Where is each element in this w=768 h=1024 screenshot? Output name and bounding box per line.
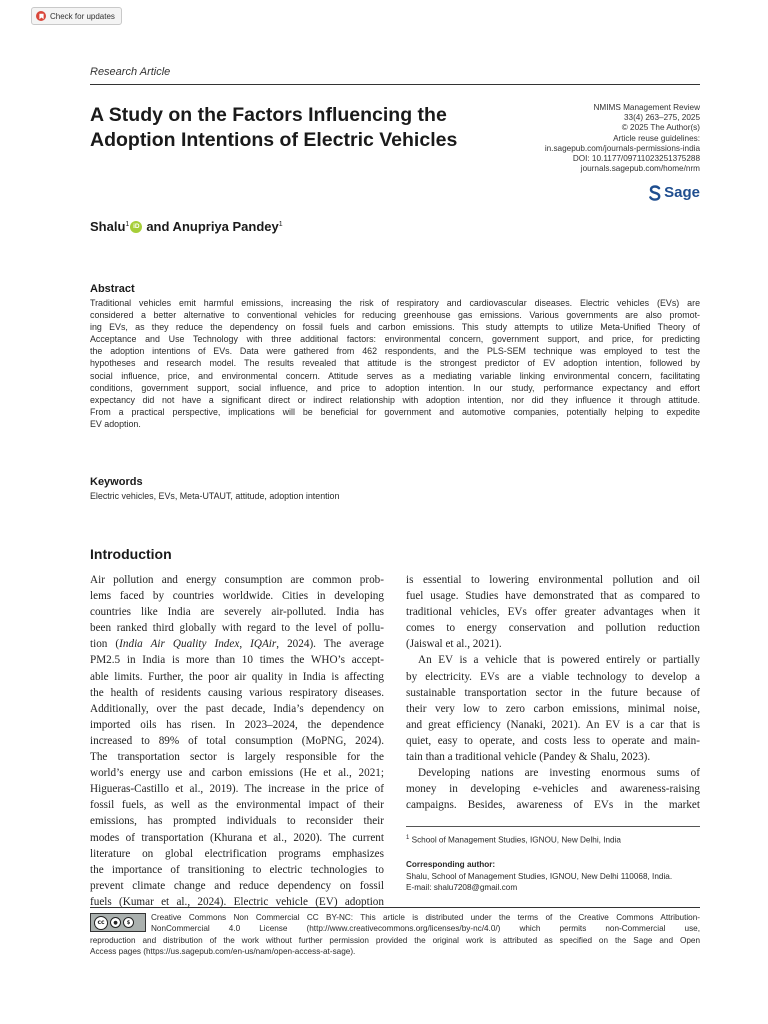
- abstract-line: the adoption intentions of EVs. Data were gathered from 462 respondents, and the PLS-SEM technique was employed to test the: [90, 346, 700, 357]
- body-line: by electricity. EVs are a viable technology to develop a: [406, 670, 700, 683]
- cc-license-badge[interactable]: [90, 913, 146, 932]
- abstract-line: EV adoption.: [90, 418, 141, 429]
- author-name[interactable]: and Anupriya Pandey: [146, 219, 279, 234]
- body-line: increased to 89% of total consumption (MoPNG, 2024).: [90, 734, 384, 747]
- corresponding-address: Shalu, School of Management Studies, IGNOU, New Delhi 110068, India.: [406, 871, 673, 881]
- abstract-line: From a practical perspective, implications will be beneficial for government and automotive companies, potentially helping to expedite: [90, 406, 700, 417]
- title-line: A Study on the Factors Influencing the: [90, 104, 447, 126]
- body-line: quiet, easy to operate, and costs less to operate and main-: [406, 734, 700, 747]
- reuse-link[interactable]: in.sagepub.com/journals-permissions-india: [544, 143, 700, 153]
- body-line: PM2.5 in India is more than 10 times the WHO’s accept-: [90, 654, 384, 667]
- body-line: Additionally, over the past decade, India’s dependency on: [90, 702, 384, 715]
- article-title: [90, 103, 530, 153]
- body-line: modes of transportation (Khurana et al., 2020). The current: [90, 831, 384, 844]
- doi-link[interactable]: DOI: 10.1177/09711023251375288: [572, 154, 700, 164]
- body-line: is essential to lowering environmental pollution and oil: [406, 574, 700, 586]
- body-line: An EV is a vehicle that is powered entirely or partially: [418, 654, 700, 667]
- body-line: the importance of transitioning to electric technologies to: [90, 863, 384, 876]
- body-line: campaigns. Besides, awareness of EVs in the market: [406, 799, 700, 812]
- body-line: Developing nations are investing enormous sums of: [418, 767, 700, 780]
- sage-logo[interactable]: [649, 184, 700, 201]
- body-line: their very low to zero carbon emissions, minimal noise,: [406, 702, 700, 715]
- abstract-line: ing EVs, as they reduce the dependency on fossil fuels and carbon emissions. This study attempts to utilize Meta-Unified Theory of: [90, 322, 700, 333]
- journal-name: NMIMS Management Review: [593, 103, 700, 112]
- body-line: traditional vehicles, EVs offer greater advantages when it: [406, 606, 700, 619]
- affiliation-footnote: [406, 833, 700, 846]
- body-line: tain than a traditional vehicle (Pandey & Shalu, 2023).: [406, 751, 651, 764]
- affiliation-marker: 1: [278, 221, 283, 228]
- body-line: tion (India Air Quality Index, IQAir, 2024). The average: [90, 638, 384, 651]
- abstract-line: social influence, price, and environmental concern. Attitude serves as a mediating variable linking environmental concern, facilitating: [90, 370, 700, 381]
- author-list: [90, 219, 283, 234]
- footnote-divider: [406, 826, 700, 827]
- creative-commons-icon: cc: [94, 916, 108, 930]
- body-line: fuel usage. Studies have demonstrated that as compared to: [406, 590, 700, 603]
- body-line: prevent climate change and reduce dependency on fossil: [90, 879, 384, 892]
- body-line: the health of residents causing various respiratory diseases.: [90, 686, 384, 699]
- abstract-line: considered a better alternative to conventional vehicles for reducing greenhouse gas emissions. Various governments are also promot-: [90, 310, 700, 321]
- abstract-line: Acceptance and Use Technology with three additional factors: environmental concern, government support, and price, for predicting: [90, 334, 700, 345]
- corresponding-email[interactable]: E-mail: shalu7208@gmail.com: [406, 883, 518, 893]
- license-divider: [90, 907, 700, 908]
- abstract-body: [90, 297, 700, 430]
- body-line: world’s energy use and carbon emissions (He et al., 2021;: [90, 767, 384, 780]
- affiliation-text: School of Management Studies, IGNOU, New Delhi, India: [411, 835, 621, 845]
- abstract-line: hypotheses and research model. The results revealed that attitude is the strongest predictor of EV adoption intention, followed by: [90, 358, 700, 369]
- abstract-heading: Abstract: [90, 283, 135, 295]
- keywords-heading: Keywords: [90, 476, 143, 488]
- license-line: Access pages (https://us.sagepub.com/en-us/nam/open-access-at-sage).: [90, 946, 356, 956]
- body-line: been ranked third globally with regard to the level of pollu-: [90, 622, 384, 635]
- noncommercial-icon: $: [123, 917, 134, 928]
- body-line: fuels (Kumar et al., 2024). Electric vehicle (EV) adoption: [90, 895, 384, 908]
- license-line: reproduction and distribution of the work without further permission provided the original work is attributed as specified on the Sage and Open: [90, 935, 700, 945]
- body-column-right: [406, 572, 700, 813]
- body-line: comes to energy conservation and pollution reduction: [406, 622, 700, 635]
- body-line: The transportation sector is largely responsible for the: [90, 751, 384, 764]
- header-divider: [90, 84, 700, 85]
- sage-s-icon: [649, 185, 661, 201]
- publisher-name: Sage: [664, 184, 700, 201]
- body-line: (Jaiswal et al., 2021).: [406, 638, 502, 651]
- license-line: Creative Commons Non Commercial CC BY-NC: This article is distributed under the terms of the Creative Commons Attribution-: [151, 913, 700, 922]
- body-line: and great efficiency (Nanaki, 2021). An EV is a car that is: [406, 718, 700, 731]
- license-line: NonCommercial 4.0 License (http://www.creativecommons.org/licenses/by-nc/4.0/) which permits non-Commercial use,: [151, 924, 700, 934]
- journal-volume: 33(4) 263–275, 2025: [623, 113, 700, 123]
- reuse-label: Article reuse guidelines:: [613, 133, 700, 143]
- body-line: able limits. Further, the poor air quality in India is affecting: [90, 670, 384, 683]
- corresponding-heading: Corresponding author:: [406, 860, 496, 870]
- author-name[interactable]: Shalu: [90, 219, 126, 234]
- title-line: Adoption Intentions of Electric Vehicles: [90, 129, 458, 151]
- body-line: sustainable transportation sector in the future because of: [406, 686, 700, 699]
- body-line: countries like India are severely air-polluted. India has: [90, 606, 384, 619]
- body-line: imported oils has risen. In 2023–2024, the dependence: [90, 718, 384, 731]
- orcid-icon[interactable]: iD: [130, 221, 142, 233]
- body-line: fossil fuels, as well as the environmental impact of their: [90, 799, 384, 812]
- footnotes: [406, 833, 700, 894]
- abstract-line: conditions, government support, social influence, and price to adoption intention. In our study, performance expectancy and effort: [90, 382, 700, 393]
- affiliation-marker: 1: [125, 221, 130, 228]
- abstract-line: expectancy did not have a significant direct or indirect relationship with adoption intention, nor did they influence it through attitude.: [90, 394, 700, 405]
- body-line: money in developing e-vehicles and awareness-raising: [406, 783, 700, 796]
- abstract-line: Traditional vehicles emit harmful emissions, increasing the risk of respiratory and cardiovascular diseases. Electric vehicles (EVs) are: [90, 298, 700, 308]
- introduction-heading: Introduction: [90, 546, 172, 562]
- affiliation-marker: 1: [406, 835, 410, 841]
- article-type: Research Article: [90, 66, 171, 78]
- keywords-list: Electric vehicles, EVs, Meta-UTAUT, attitude, adoption intention: [90, 491, 340, 501]
- body-line: literature on global electrification programs emphasizes: [90, 847, 384, 860]
- body-line: emissions, has prompted individuals to reconsider their: [90, 815, 384, 828]
- journal-metadata: [545, 103, 700, 174]
- body-line: Higueras-Castillo et al., 2019). The increase in the price of: [90, 783, 384, 796]
- check-for-updates-label: Check for updates: [50, 11, 115, 21]
- body-line: Air pollution and energy consumption are common prob-: [90, 574, 384, 586]
- license-text: [90, 912, 700, 957]
- body-column-left: [90, 572, 384, 910]
- bookmark-ribbon-icon: [36, 11, 46, 21]
- body-line: lems faced by countries worldwide. Cities in developing: [90, 590, 384, 603]
- check-for-updates-button[interactable]: [31, 7, 122, 25]
- attribution-icon: ●: [110, 917, 121, 928]
- journal-home-link[interactable]: journals.sagepub.com/home/nrm: [580, 164, 700, 174]
- copyright: © 2025 The Author(s): [621, 123, 700, 133]
